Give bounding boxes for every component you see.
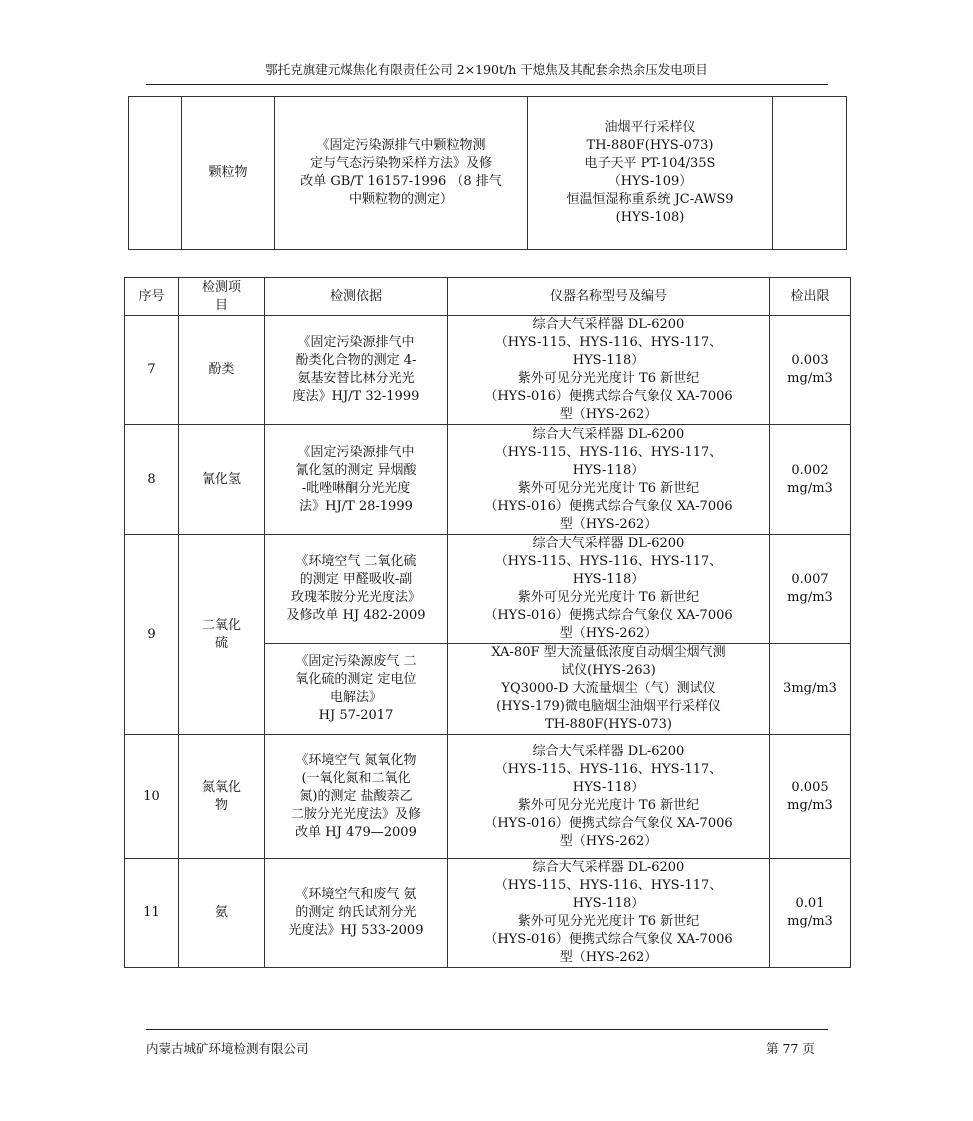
cell-item: 二氧化 硫 bbox=[179, 535, 265, 735]
cell-item: 氰化氢 bbox=[179, 425, 265, 535]
table-row bbox=[129, 97, 847, 250]
table-row bbox=[125, 425, 851, 535]
cell-item: 氨 bbox=[179, 859, 265, 968]
cell-instrument: 综合大气采样器 DL-6200 （HYS-115、HYS-116、HYS-117、 HYS-118） 紫外可见分光光度计 T6 新世纪 （HYS-016）便携式综合气象仪 XA-7006 型（HYS-262） bbox=[448, 735, 770, 859]
cell-no: 8 bbox=[125, 425, 179, 535]
cell-item: 颗粒物 bbox=[182, 97, 275, 250]
cell-limit bbox=[773, 97, 847, 250]
header-divider bbox=[146, 84, 828, 85]
cell-no: 10 bbox=[125, 735, 179, 859]
page-header-title: 鄂托克旗建元煤焦化有限责任公司 2×190t/h 干熄焦及其配套余热余压发电项目 bbox=[265, 62, 708, 77]
cell-item: 酚类 bbox=[179, 316, 265, 425]
cell-basis: 《环境空气 氮氧化物 (一氧化氮和二氧化 氮)的测定 盐酸萘乙 二胺分光光度法》及修 改单 HJ 479—2009 bbox=[265, 735, 448, 859]
continuation-table bbox=[128, 96, 847, 250]
cell-basis: 《固定污染源排气中 酚类化合物的测定 4- 氨基安替比林分光光 度法》HJ/T 32-1999 bbox=[265, 316, 448, 425]
header-no: 序号 bbox=[125, 278, 179, 316]
cell-limit: 0.01 mg/m3 bbox=[770, 859, 851, 968]
header-basis: 检测依据 bbox=[265, 278, 448, 316]
cell-instrument: 综合大气采样器 DL-6200 （HYS-115、HYS-116、HYS-117、 HYS-118） 紫外可见分光光度计 T6 新世纪 （HYS-016）便携式综合气象仪 XA-7006 型（HYS-262） bbox=[448, 425, 770, 535]
cell-no: 11 bbox=[125, 859, 179, 968]
cell-item: 氮氧化 物 bbox=[179, 735, 265, 859]
cell-basis: 《环境空气和废气 氨 的测定 纳氏试剂分光 光度法》HJ 533-2009 bbox=[265, 859, 448, 968]
cell-basis: 《环境空气 二氧化硫 的测定 甲醛吸收-副 玫瑰苯胺分光光度法》 及修改单 HJ 482-2009 bbox=[265, 535, 448, 644]
footer-divider bbox=[146, 1029, 828, 1030]
cell-basis: 《固定污染源排气中 氰化氢的测定 异烟酸 -吡唑啉酮分光光度 法》HJ/T 28-1999 bbox=[265, 425, 448, 535]
cell-instrument: 综合大气采样器 DL-6200 （HYS-115、HYS-116、HYS-117、 HYS-118） 紫外可见分光光度计 T6 新世纪 （HYS-016）便携式综合气象仪 XA-7006 型（HYS-262） bbox=[448, 859, 770, 968]
table-row bbox=[125, 859, 851, 968]
header-limit: 检出限 bbox=[770, 278, 851, 316]
cell-basis: 《固定污染源废气 二 氧化硫的测定 定电位 电解法》 HJ 57-2017 bbox=[265, 644, 448, 735]
cell-limit: 0.005 mg/m3 bbox=[770, 735, 851, 859]
table-row bbox=[125, 316, 851, 425]
cell-instrument: 综合大气采样器 DL-6200 （HYS-115、HYS-116、HYS-117、 HYS-118） 紫外可见分光光度计 T6 新世纪 （HYS-016）便携式综合气象仪 XA-7006 型（HYS-262） bbox=[448, 535, 770, 644]
header-item: 检测项 目 bbox=[179, 278, 265, 316]
cell-limit: 0.007 mg/m3 bbox=[770, 535, 851, 644]
table-header-row bbox=[125, 278, 851, 316]
footer-company: 内蒙古城矿环境检测有限公司 bbox=[146, 1041, 309, 1056]
methods-table bbox=[124, 277, 851, 968]
cell-instrument: 油烟平行采样仪 TH-880F(HYS-073) 电子天平 PT-104/35S （HYS-109） 恒温恒湿称重系统 JC-AWS9 (HYS-108) bbox=[528, 97, 773, 250]
cell-instrument: XA-80F 型大流量低浓度自动烟尘烟气测 试仪(HYS-263) YQ3000-D 大流量烟尘（气）测试仪 (HYS-179)微电脑烟尘油烟平行采样仪 TH-880F(HYS-073) bbox=[448, 644, 770, 735]
cell-limit: 3mg/m3 bbox=[770, 644, 851, 735]
cell-no: 9 bbox=[125, 535, 179, 735]
footer-page-number: 第 77 页 bbox=[766, 1041, 815, 1056]
table-row bbox=[125, 535, 851, 644]
cell-limit: 0.002 mg/m3 bbox=[770, 425, 851, 535]
cell-no bbox=[129, 97, 182, 250]
cell-instrument: 综合大气采样器 DL-6200 （HYS-115、HYS-116、HYS-117、 HYS-118） 紫外可见分光光度计 T6 新世纪 （HYS-016）便携式综合气象仪 XA-7006 型（HYS-262） bbox=[448, 316, 770, 425]
cell-no: 7 bbox=[125, 316, 179, 425]
cell-basis: 《固定污染源排气中颗粒物测 定与气态污染物采样方法》及修 改单 GB/T 16157-1996 （8 排气 中颗粒物的测定） bbox=[275, 97, 528, 250]
cell-limit: 0.003 mg/m3 bbox=[770, 316, 851, 425]
header-instrument: 仪器名称型号及编号 bbox=[448, 278, 770, 316]
table-row bbox=[125, 735, 851, 859]
